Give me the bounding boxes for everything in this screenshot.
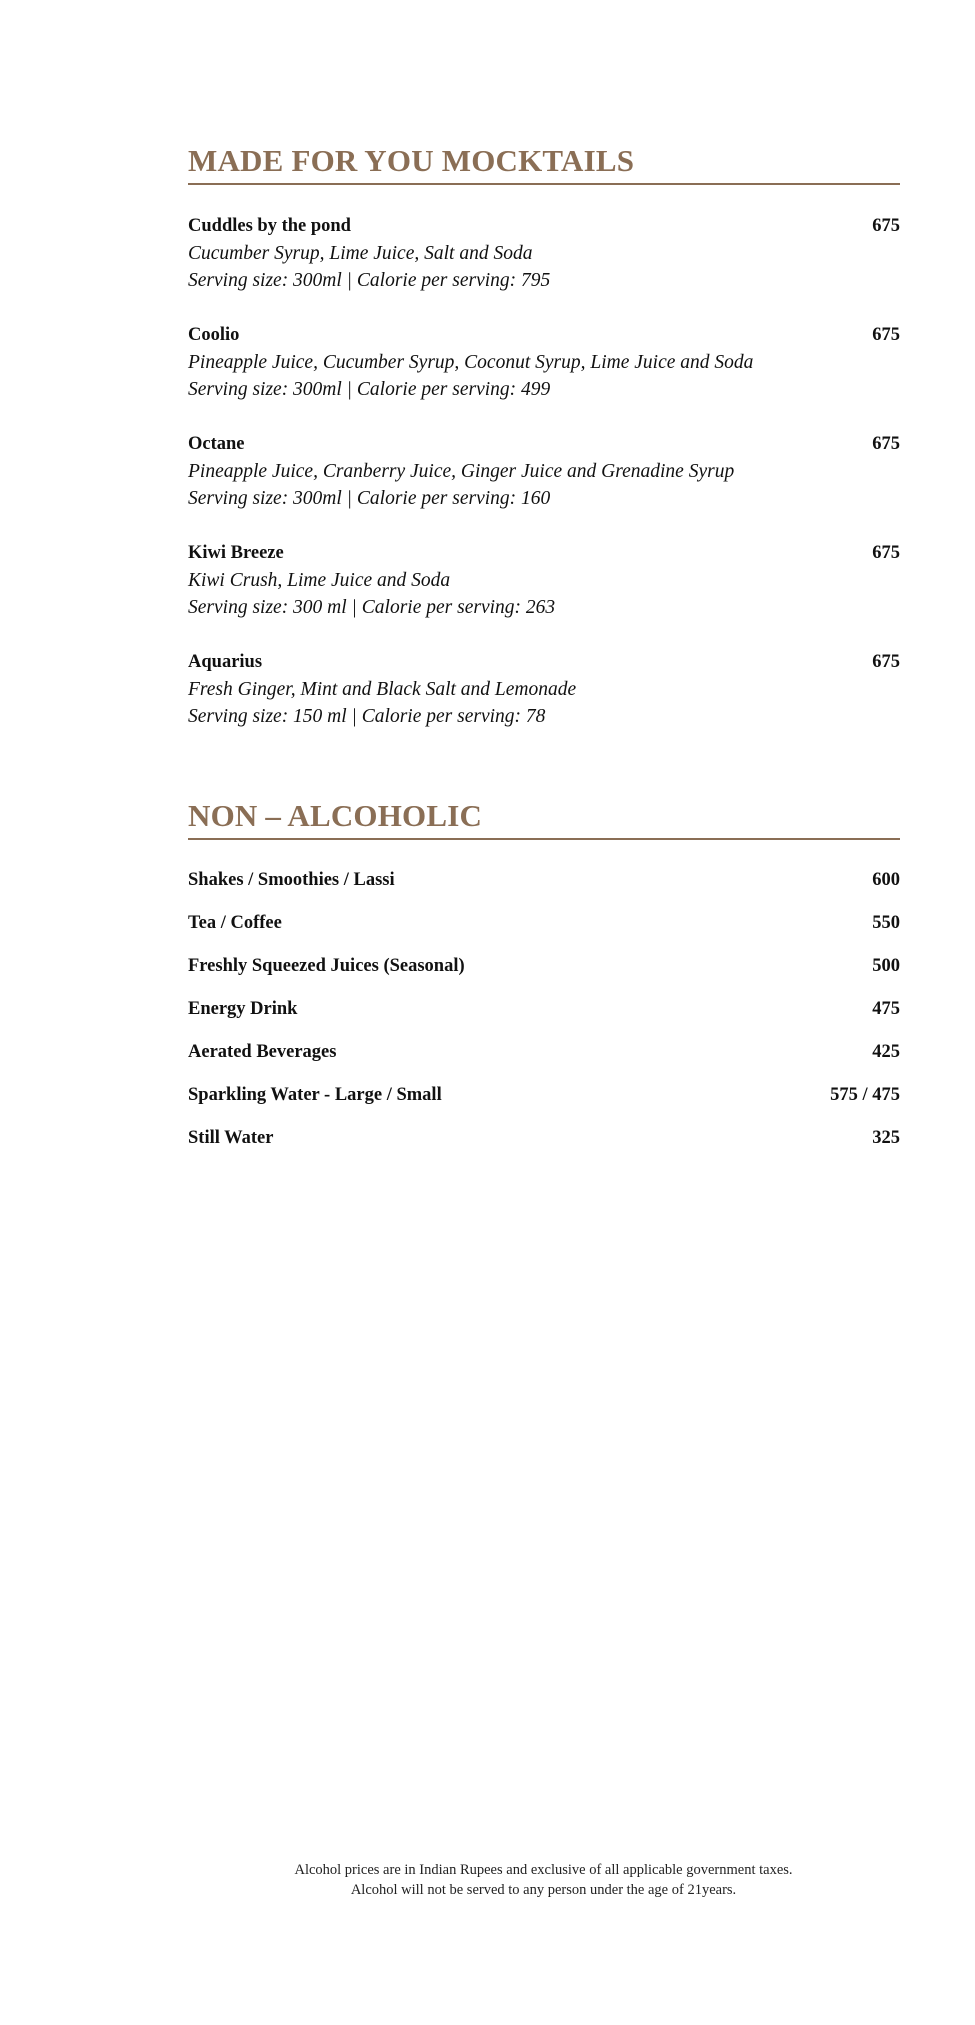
non-alcoholic-list (188, 867, 900, 1168)
item-price: 675 (872, 215, 900, 236)
item-name: Freshly Squeezed Juices (Seasonal) (188, 955, 465, 976)
item-price: 425 (872, 1041, 900, 1062)
item-name: Shakes / Smoothies / Lassi (188, 869, 395, 890)
mocktail-list (188, 213, 900, 731)
mocktail-item (188, 649, 900, 731)
list-item (188, 1125, 900, 1168)
item-description: Fresh Ginger, Mint and Black Salt and Lemonade (188, 678, 577, 700)
list-item (188, 1039, 900, 1082)
list-item (188, 1082, 900, 1125)
item-name: Coolio (188, 324, 240, 345)
item-price: 675 (872, 324, 900, 345)
item-serving-info: Serving size: 150 ml | Calorie per serving: 78 (188, 706, 546, 728)
item-serving-info: Serving size: 300 ml | Calorie per serving: 263 (188, 597, 556, 619)
item-name: Still Water (188, 1127, 274, 1148)
item-name: Tea / Coffee (188, 912, 282, 933)
footer-line-age: Alcohol will not be served to any person under the age of 21years. (350, 1882, 737, 1898)
list-item (188, 910, 900, 953)
non-alcoholic-heading: NON – ALCOHOLIC (188, 798, 900, 840)
mocktail-item (188, 322, 900, 404)
mocktail-item (188, 540, 900, 622)
item-price: 600 (872, 869, 900, 890)
list-item (188, 867, 900, 910)
item-price: 575 / 475 (830, 1084, 900, 1105)
mocktails-heading: MADE FOR YOU MOCKTAILS (188, 143, 900, 185)
item-price: 325 (872, 1127, 900, 1148)
item-name: Cuddles by the pond (188, 215, 351, 236)
item-serving-info: Serving size: 300ml | Calorie per serving: 499 (188, 379, 551, 401)
list-item (188, 953, 900, 996)
footer-line-taxes: Alcohol prices are in Indian Rupees and exclusive of all applicable government taxes. (294, 1862, 793, 1878)
item-price: 675 (872, 433, 900, 454)
item-name: Aquarius (188, 651, 263, 672)
mocktail-item (188, 431, 900, 513)
item-serving-info: Serving size: 300ml | Calorie per serving: 795 (188, 270, 551, 292)
item-serving-info: Serving size: 300ml | Calorie per serving: 160 (188, 488, 551, 510)
mocktails-section (188, 143, 900, 758)
item-price: 675 (872, 542, 900, 563)
item-price: 500 (872, 955, 900, 976)
item-price: 475 (872, 998, 900, 1019)
item-name: Kiwi Breeze (188, 542, 284, 563)
item-description: Pineapple Juice, Cranberry Juice, Ginger Juice and Grenadine Syrup (188, 460, 735, 482)
non-alcoholic-section (188, 798, 900, 1168)
item-name: Sparkling Water - Large / Small (188, 1084, 442, 1105)
item-description: Pineapple Juice, Cucumber Syrup, Coconut Syrup, Lime Juice and Soda (188, 351, 754, 373)
item-price: 675 (872, 651, 900, 672)
footer-disclaimer (0, 1860, 975, 1900)
item-description: Kiwi Crush, Lime Juice and Soda (188, 569, 451, 591)
item-name: Aerated Beverages (188, 1041, 337, 1062)
item-name: Energy Drink (188, 998, 298, 1019)
mocktail-item (188, 213, 900, 295)
list-item (188, 996, 900, 1039)
item-price: 550 (872, 912, 900, 933)
item-name: Octane (188, 433, 245, 454)
item-description: Cucumber Syrup, Lime Juice, Salt and Soda (188, 242, 533, 264)
